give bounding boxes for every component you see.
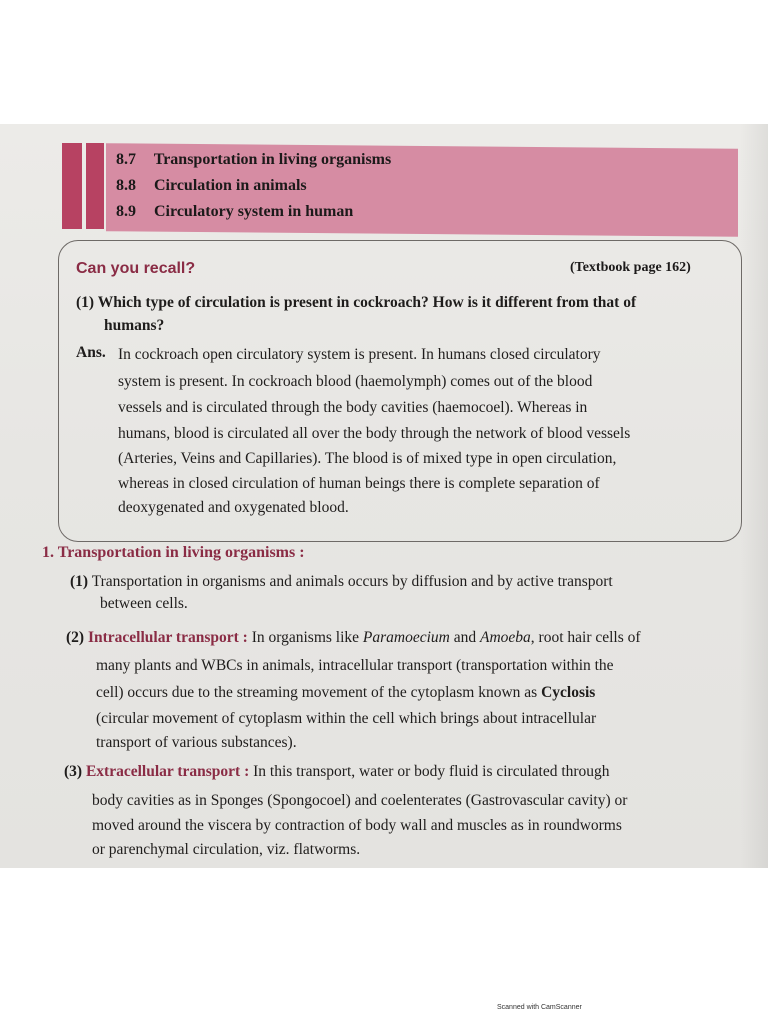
answer-line-1: In cockroach open circulatory system is present. In humans closed circulatory xyxy=(118,346,601,363)
question-line-1: (1) Which type of circulation is present in cockroach? How is it different from that of xyxy=(76,294,637,311)
answer-line-5: (Arteries, Veins and Capillaries). The blood is of mixed type in open circulation, xyxy=(118,450,617,467)
scanner-watermark: Scanned with CamScanner xyxy=(497,1004,582,1011)
answer-line-2: system is present. In cockroach blood (haemolymph) comes out of the blood xyxy=(118,373,593,390)
textbook-page-ref: (Textbook page 162) xyxy=(570,260,691,275)
item2-line-4: (circular movement of cytoplasm within the cell which brings about intracellular xyxy=(96,710,597,727)
item3-line-3: moved around the viscera by contraction of body wall and muscles as in roundworms xyxy=(92,817,622,834)
question-line-2: humans? xyxy=(104,317,165,334)
item2-line-2: many plants and WBCs in animals, intracellular transport (transportation within the xyxy=(96,657,614,674)
topic-8-9: 8.9 Circulatory system in human xyxy=(116,203,354,220)
answer-line-6: whereas in closed circulation of human beings there is complete separation of xyxy=(118,475,600,492)
item3-line-2: body cavities as in Sponges (Spongocoel) and coelenterates (Gastrovascular cavity) or xyxy=(92,792,628,809)
item2-line-5: transport of various substances). xyxy=(96,734,297,751)
answer-label: Ans. xyxy=(76,344,106,361)
answer-line-3: vessels and is circulated through the body cavities (haemocoel). Whereas in xyxy=(118,399,588,416)
recall-title: Can you recall? xyxy=(76,260,196,277)
section-title: 1. Transportation in living organisms : xyxy=(42,544,305,561)
answer-line-4: humans, blood is circulated all over the body through the network of blood vessels xyxy=(118,425,631,442)
topic-8-8: 8.8 Circulation in animals xyxy=(116,177,307,194)
page-shadow-edge xyxy=(740,124,768,868)
topic-8-7: 8.7 Transportation in living organisms xyxy=(116,151,392,168)
item1-line-1: (1) Transportation in organisms and animals occurs by diffusion and by active transport xyxy=(70,573,613,590)
answer-line-7: deoxygenated and oxygenated blood. xyxy=(118,499,349,516)
item3-line-4: or parenchymal circulation, viz. flatworms. xyxy=(92,841,361,858)
item2-line-3: cell) occurs due to the streaming movement of the cytoplasm known as Cyclosis xyxy=(96,684,596,701)
item2-line-1: (2) Intracellular transport : In organisms like Paramoecium and Amoeba, root hair cells of xyxy=(66,629,641,646)
item3-line-1: (3) Extracellular transport : In this transport, water or body fluid is circulated through xyxy=(64,763,610,780)
decor-bar-right xyxy=(86,143,104,229)
decor-bar-left xyxy=(62,143,82,229)
item1-line-2: between cells. xyxy=(100,595,188,612)
